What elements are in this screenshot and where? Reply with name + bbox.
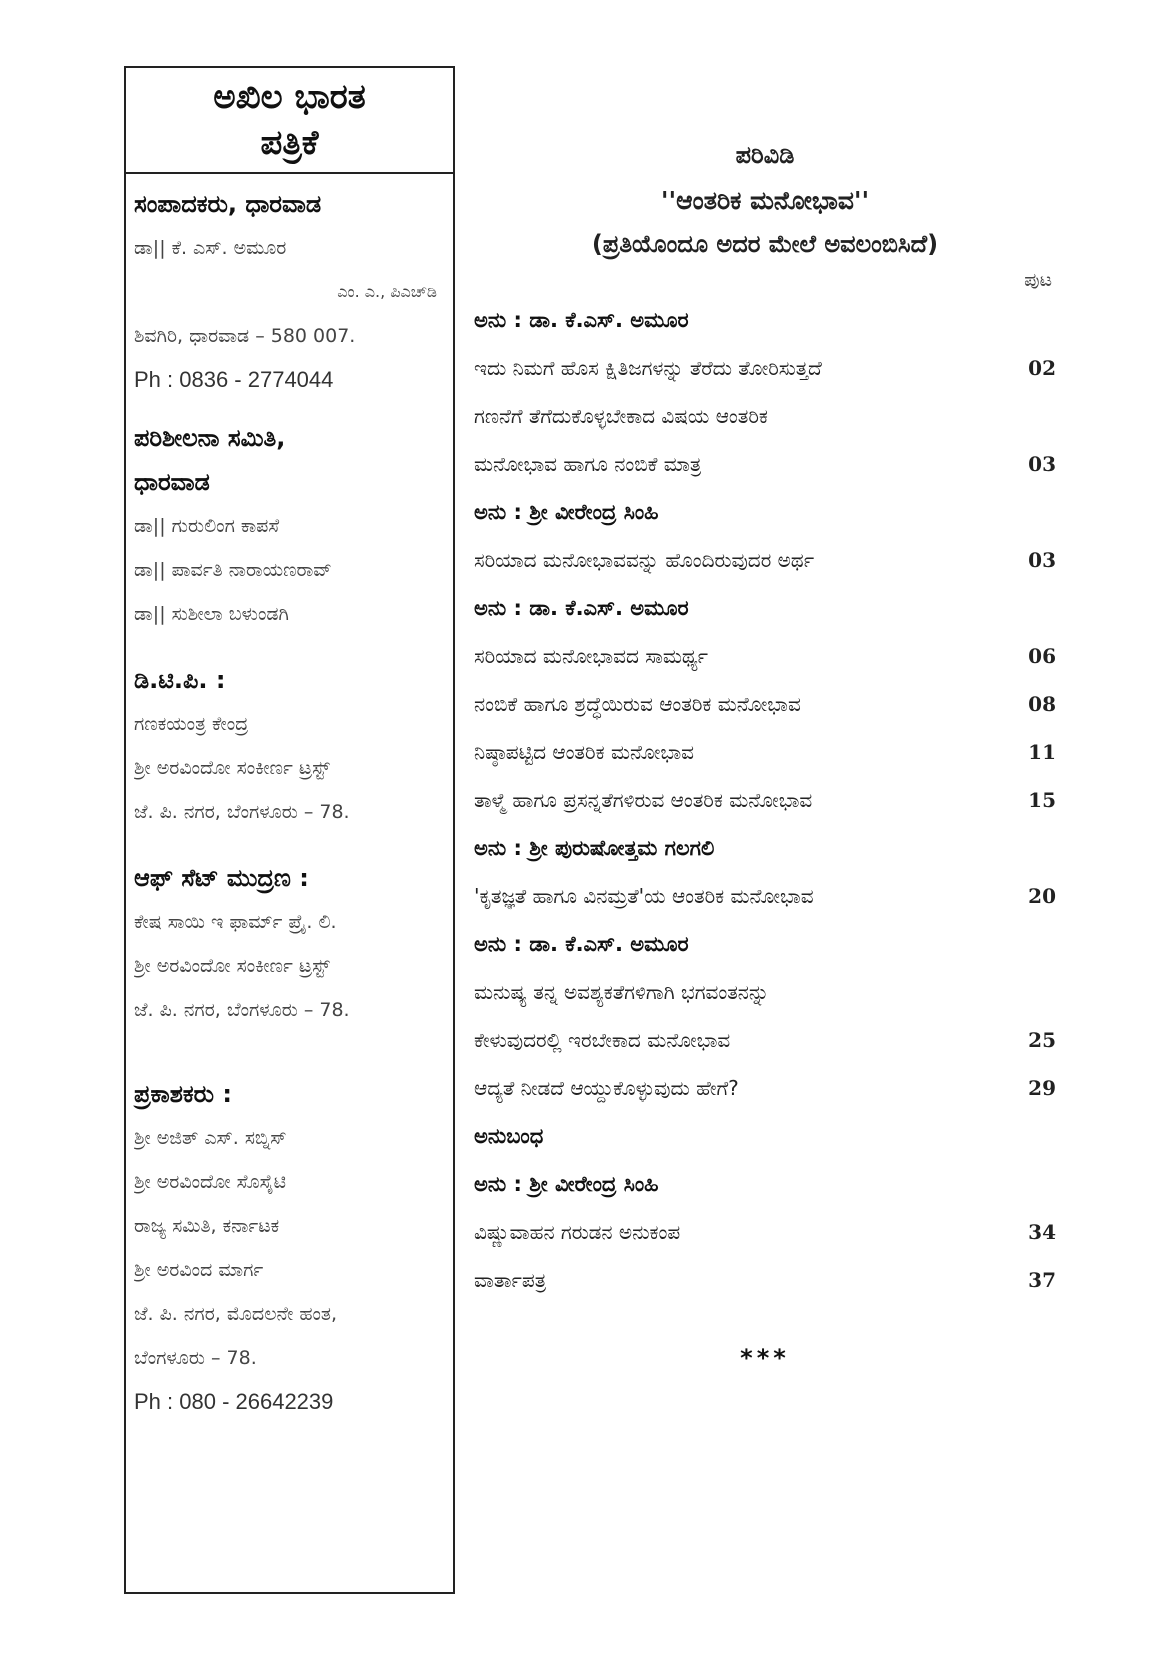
author-line: ಅನು : ಡಾ. ಕೆ.ಎಸ್. ಅಮೂರ bbox=[474, 308, 689, 332]
contents-title: ಪರಿವಿಡಿ bbox=[735, 141, 795, 169]
publisher-line: ಶ್ರೀ ಅರವಿಂದೋ ಸೊಸೈಟಿ bbox=[134, 1171, 287, 1193]
masthead-line-2: ಪತ್ರಿಕೆ bbox=[260, 123, 319, 163]
toc-entry[interactable] bbox=[474, 1208, 1056, 1256]
publisher-line: ಶ್ರೀ ಅಜಿತ್ ಎಸ್. ಸಬ್ನಿಸ್ bbox=[134, 1127, 287, 1149]
dtp-line: ಗಣಕಯಂತ್ರ ಕೇಂದ್ರ bbox=[134, 713, 249, 735]
toc-entry-title: ನಿಷ್ಠಾಪಟ್ಟಿದ ಆಂತರಿಕ ಮನೋಭಾವ bbox=[474, 740, 694, 764]
committee-member: ಡಾ|| ಗುರುಲಿಂಗ ಕಾಪಸೆ bbox=[134, 515, 280, 537]
toc-entry[interactable] bbox=[474, 344, 1056, 392]
toc-entry-title: ವಿಷ್ಣುವಾಹನ ಗರುಡನ ಅನುಕಂಪ bbox=[474, 1220, 681, 1244]
toc-entry[interactable] bbox=[474, 1064, 1056, 1112]
masthead bbox=[126, 68, 453, 174]
toc-entry[interactable] bbox=[474, 1256, 1056, 1304]
toc-entry[interactable] bbox=[474, 632, 1056, 680]
toc-entry-page: 08 bbox=[1028, 692, 1056, 716]
toc-entry-title: ಮನುಷ್ಯ ತನ್ನ ಅವಶ್ಯಕತೆಗಳಿಗಾಗಿ ಭಗವಂತನನ್ನು bbox=[474, 980, 770, 1004]
offset-heading: ಆಫ್ ಸೆಟ್ ಮುದ್ರಣ : bbox=[134, 864, 309, 892]
toc-entry[interactable] bbox=[474, 776, 1056, 824]
toc-entry-page: 15 bbox=[1028, 788, 1056, 812]
editor-address: ಶಿವಗಿರಿ, ಧಾರವಾಡ – 580 007. bbox=[134, 325, 356, 347]
toc-entry-continuation[interactable] bbox=[474, 392, 1056, 440]
toc-entry-page: 06 bbox=[1028, 644, 1056, 668]
toc-entry-continuation[interactable] bbox=[474, 968, 1056, 1016]
toc-entry-title: ಮನೋಭಾವ ಹಾಗೂ ನಂಬಿಕೆ ಮಾತ್ರ bbox=[474, 452, 702, 476]
offset-line: ಕೇಷ ಸಾಯಿ ಇ ಫಾರ್ಮ್ ಪ್ರೈ. ಲಿ. bbox=[134, 911, 337, 933]
masthead-sidebar bbox=[124, 66, 455, 1594]
contents-subtitle: ''ಆಂತರಿಕ ಮನೋಭಾವ'' bbox=[660, 186, 870, 215]
review-committee-heading: ಪರಿಶೀಲನಾ ಸಮಿತಿ, bbox=[134, 424, 286, 452]
table-of-contents bbox=[474, 132, 1056, 1378]
toc-entry-page: 25 bbox=[1028, 1028, 1056, 1052]
dtp-heading: ಡಿ.ಟಿ.ಪಿ. : bbox=[134, 666, 226, 694]
toc-entry-title: 'ಕೃತಜ್ಞತೆ ಹಾಗೂ ವಿನಮ್ರತೆ'ಯ ಆಂತರಿಕ ಮನೋಭಾವ bbox=[474, 884, 814, 908]
toc-entry[interactable] bbox=[474, 1016, 1056, 1064]
committee-member: ಡಾ|| ಪಾರ್ವತಿ ನಾರಾಯಣರಾವ್ bbox=[134, 559, 332, 581]
toc-entry-title: ಇದು ನಿಮಗೆ ಹೊಸ ಕ್ಷಿತಿಜಗಳನ್ನು ತೆರೆದು ತೋರಿಸುತ್ತದೆ bbox=[474, 356, 822, 380]
offset-line: ಜೆ. ಪಿ. ನಗರ, ಬೆಂಗಳೂರು – 78. bbox=[134, 999, 350, 1021]
toc-entry-title: ಗಣನೆಗೆ ತೆಗೆದುಕೊಳ್ಳಬೇಕಾದ ವಿಷಯ ಆಂತರಿಕ bbox=[474, 404, 768, 428]
publisher-line: ಬೆಂಗಳೂರು – 78. bbox=[134, 1347, 257, 1369]
sidebar-body bbox=[126, 174, 453, 1424]
toc-entry-page: 20 bbox=[1028, 884, 1056, 908]
toc-entry-title: ವಾರ್ತಾಪತ್ರ bbox=[474, 1268, 547, 1292]
masthead-line-1: ಅಖಿಲ ಭಾರತ bbox=[213, 77, 366, 117]
toc-entry-page: 11 bbox=[1028, 740, 1056, 764]
toc-entry[interactable] bbox=[474, 680, 1056, 728]
toc-entry-page: 03 bbox=[1028, 452, 1056, 476]
dtp-line: ಜೆ. ಪಿ. ನಗರ, ಬೆಂಗಳೂರು – 78. bbox=[134, 801, 350, 823]
toc-entry-page: 03 bbox=[1028, 548, 1056, 572]
author-line: ಅನು : ಡಾ. ಕೆ.ಎಸ್. ಅಮೂರ bbox=[474, 596, 689, 620]
contents-subtitle-2: (ಪ್ರತಿಯೊಂದೂ ಅದರ ಮೇಲೆ ಅವಲಂಬಿಸಿದೆ) bbox=[591, 230, 939, 258]
author-line: ಅನು : ಶ್ರೀ ವೀರೇಂದ್ರ ಸಿಂಹಿ bbox=[474, 1172, 659, 1196]
editor-name: ಡಾ|| ಕೆ. ಎಸ್. ಅಮೂರ bbox=[134, 237, 287, 259]
toc-entry-page: 34 bbox=[1028, 1220, 1056, 1244]
editor-phone: Ph : 0836 - 2774044 bbox=[134, 367, 334, 392]
editor-degree: ಎಂ. ಎ., ಪಿಎಚ್‌ಡಿ bbox=[337, 282, 437, 301]
toc-entry-page: 29 bbox=[1028, 1076, 1056, 1100]
toc-entry-title: ತಾಳ್ಮೆ ಹಾಗೂ ಪ್ರಸನ್ನತೆಗಳಿರುವ ಆಂತರಿಕ ಮನೋಭಾವ bbox=[474, 788, 813, 812]
publisher-line: ಜೆ. ಪಿ. ನಗರ, ಮೊದಲನೇ ಹಂತ, bbox=[134, 1303, 338, 1325]
review-committee-heading-2: ಧಾರವಾಡ bbox=[134, 468, 210, 496]
toc-entry[interactable] bbox=[474, 728, 1056, 776]
toc-entry-title: ಸರಿಯಾದ ಮನೋಭಾವದ ಸಾಮರ್ಥ್ಯ bbox=[474, 644, 708, 668]
offset-line: ಶ್ರೀ ಅರವಿಂದೋ ಸಂಕೀರ್ಣ ಟ್ರಸ್ಟ್ bbox=[134, 955, 330, 977]
toc-entry[interactable] bbox=[474, 872, 1056, 920]
publishers-heading: ಪ್ರಕಾಶಕರು : bbox=[134, 1080, 232, 1108]
author-line: ಅನು : ಡಾ. ಕೆ.ಎಸ್. ಅಮೂರ bbox=[474, 932, 689, 956]
publisher-phone: Ph : 080 - 26642239 bbox=[134, 1389, 334, 1414]
toc-entry-title: ಕೇಳುವುದರಲ್ಲಿ ಇರಬೇಕಾದ ಮನೋಭಾವ bbox=[474, 1028, 731, 1052]
toc-entry-page: 02 bbox=[1028, 356, 1056, 380]
appendix-heading: ಅನುಬಂಧ bbox=[474, 1124, 544, 1148]
committee-member: ಡಾ|| ಸುಶೀಲಾ ಬಳುಂಡಗಿ bbox=[134, 603, 289, 625]
page-column-label: ಪುಟ bbox=[1024, 269, 1052, 291]
toc-entry[interactable] bbox=[474, 440, 1056, 488]
publisher-line: ರಾಜ್ಯ ಸಮಿತಿ, ಕರ್ನಾಟಕ bbox=[134, 1215, 280, 1237]
author-line: ಅನು : ಶ್ರೀ ವೀರೇಂದ್ರ ಸಿಂಹಿ bbox=[474, 500, 659, 524]
toc-entry-page: 37 bbox=[1028, 1268, 1056, 1292]
publisher-line: ಶ್ರೀ ಅರವಿಂದ ಮಾರ್ಗ bbox=[134, 1259, 264, 1281]
dtp-line: ಶ್ರೀ ಅರವಿಂದೋ ಸಂಕೀರ್ಣ ಟ್ರಸ್ಟ್ bbox=[134, 757, 330, 779]
end-mark: *** bbox=[740, 1344, 790, 1372]
toc-entry-title: ಸರಿಯಾದ ಮನೋಭಾವವನ್ನು ಹೊಂದಿರುವುದರ ಅರ್ಥ bbox=[474, 548, 815, 572]
toc-entry-title: ನಂಬಿಕೆ ಹಾಗೂ ಶ್ರದ್ಧೆಯಿರುವ ಆಂತರಿಕ ಮನೋಭಾವ bbox=[474, 692, 801, 716]
editors-heading: ಸಂಪಾದಕರು, ಧಾರವಾಡ bbox=[134, 190, 322, 218]
toc-entry-title: ಆದ್ಯತೆ ನೀಡದೆ ಆಯ್ದುಕೊಳ್ಳುವುದು ಹೇಗೆ? bbox=[474, 1076, 739, 1100]
author-line: ಅನು : ಶ್ರೀ ಪುರುಷೋತ್ತಮ ಗಲಗಲಿ bbox=[474, 836, 715, 860]
toc-entry[interactable] bbox=[474, 536, 1056, 584]
